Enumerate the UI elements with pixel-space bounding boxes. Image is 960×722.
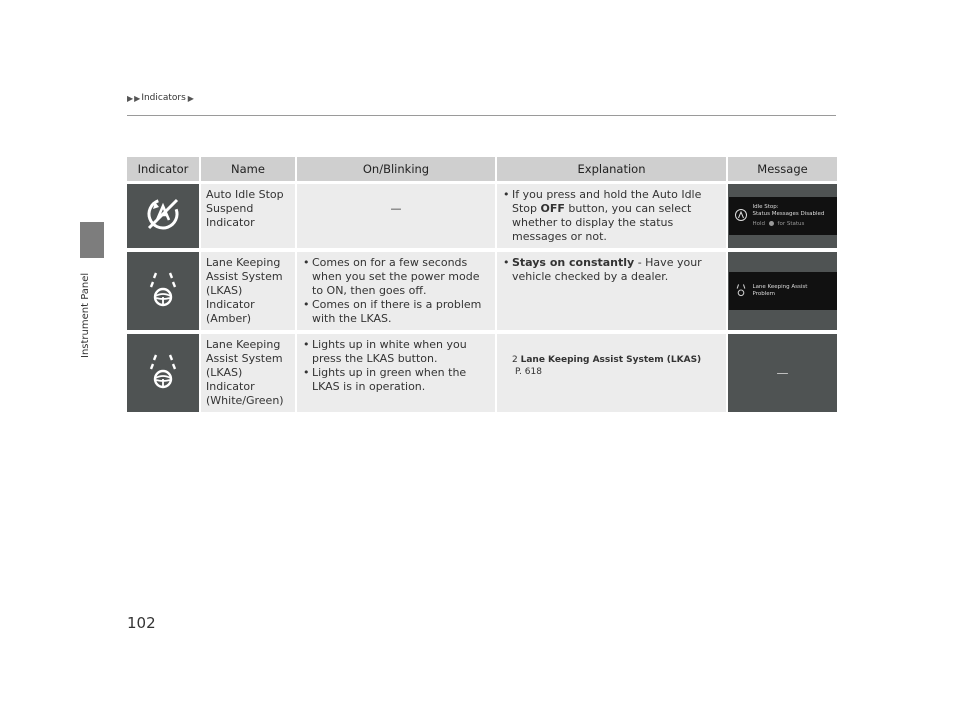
auto-idle-stop-off-icon: [140, 191, 186, 237]
message-line: Status Messages Disabled: [752, 211, 825, 217]
lkas-icon: [143, 351, 183, 391]
explanation-cell: [496, 183, 727, 251]
empty-dash: —: [390, 202, 402, 215]
table-row: [127, 250, 837, 332]
lkas-white-green-indicator-cell: [127, 332, 200, 414]
name-line: (White/Green): [206, 394, 284, 407]
message-cell: [727, 332, 837, 414]
on-blinking-cell: [296, 183, 496, 251]
message-display: [729, 197, 837, 235]
explanation-item: [512, 256, 721, 284]
explanation-cell: [496, 250, 727, 332]
message-cell: [727, 250, 837, 332]
section-label: Instrument Panel: [80, 272, 91, 358]
on-blinking-item: • Comes on for a few seconds when you set the power mode to ON, then goes off.: [312, 256, 490, 298]
on-blinking-item: • Lights up in white when you press the LKAS button.: [312, 338, 490, 366]
indicator-table: [127, 157, 837, 416]
name-line: Suspend: [206, 202, 254, 215]
reference-page[interactable]: P. 618: [515, 367, 542, 377]
name-line: Auto Idle Stop: [206, 188, 284, 201]
name-line: Lane Keeping: [206, 338, 281, 351]
header-message: Message: [727, 157, 837, 183]
lkas-icon: [143, 269, 183, 309]
name-line: Assist System: [206, 270, 283, 283]
on-blinking-item: • Lights up in green when the LKAS is in operation.: [312, 366, 490, 394]
hint-text: for Status: [777, 221, 805, 227]
table-header-row: [127, 157, 837, 183]
message-line: Idle Stop:: [752, 204, 779, 210]
name-line: Indicator: [206, 216, 255, 229]
hint-text: Hold: [752, 221, 766, 227]
message-line: Lane Keeping Assist: [752, 284, 808, 290]
cross-reference[interactable]: [502, 338, 721, 378]
explanation-bold: Stays on constantly: [512, 256, 635, 269]
message-cell: [727, 183, 837, 251]
table-row: [127, 332, 837, 414]
auto-idle-stop-indicator-cell: [127, 183, 200, 251]
section-tab: [80, 222, 104, 258]
header-name: Name: [200, 157, 296, 183]
name-line: (LKAS) Indicator: [206, 284, 255, 311]
table-row: [127, 183, 837, 251]
message-hint: [753, 221, 825, 228]
name-line: Assist System: [206, 352, 283, 365]
indicator-name: [200, 183, 296, 251]
message-line: Problem: [752, 291, 775, 297]
breadcrumb-section[interactable]: Indicators: [141, 93, 186, 103]
header-indicator: Indicator: [127, 157, 200, 183]
header-on-blinking: On/Blinking: [296, 157, 496, 183]
breadcrumb: [127, 93, 195, 103]
button-dot-icon: [769, 221, 774, 226]
explanation-text: button, you can select whether to display the status messages or not.: [512, 202, 692, 243]
reference-arrow-icon: 2: [512, 355, 518, 365]
explanation-text: If you press and hold the Auto Idle Stop: [512, 188, 702, 215]
indicator-name: [200, 250, 296, 332]
explanation-text: - Have your vehicle checked by a dealer.: [512, 256, 702, 283]
triangle-right-icon: ▶: [187, 93, 194, 103]
on-blinking-cell: [296, 332, 496, 414]
on-blinking-item: • Comes on if there is a problem with the LKAS.: [312, 298, 490, 326]
off-label: OFF: [540, 202, 565, 215]
empty-dash: —: [776, 365, 789, 380]
name-line: Lane Keeping: [206, 256, 281, 269]
name-line: (LKAS) Indicator: [206, 366, 255, 393]
explanation-item: [512, 188, 721, 244]
page-number: 102: [127, 614, 156, 632]
header-rule: [127, 115, 836, 116]
lkas-amber-indicator-cell: [127, 250, 200, 332]
explanation-cell: [496, 332, 727, 414]
header-explanation: Explanation: [496, 157, 727, 183]
name-line: (Amber): [206, 312, 252, 325]
reference-title[interactable]: Lane Keeping Assist System (LKAS): [520, 355, 702, 365]
auto-idle-stop-icon: [729, 208, 753, 225]
message-display: [729, 272, 837, 310]
triangle-right-icon: ▶: [134, 93, 141, 103]
on-blinking-cell: [296, 250, 496, 332]
indicator-name: [200, 332, 296, 414]
lkas-icon: [729, 283, 753, 300]
triangle-right-icon: ▶: [127, 93, 134, 103]
